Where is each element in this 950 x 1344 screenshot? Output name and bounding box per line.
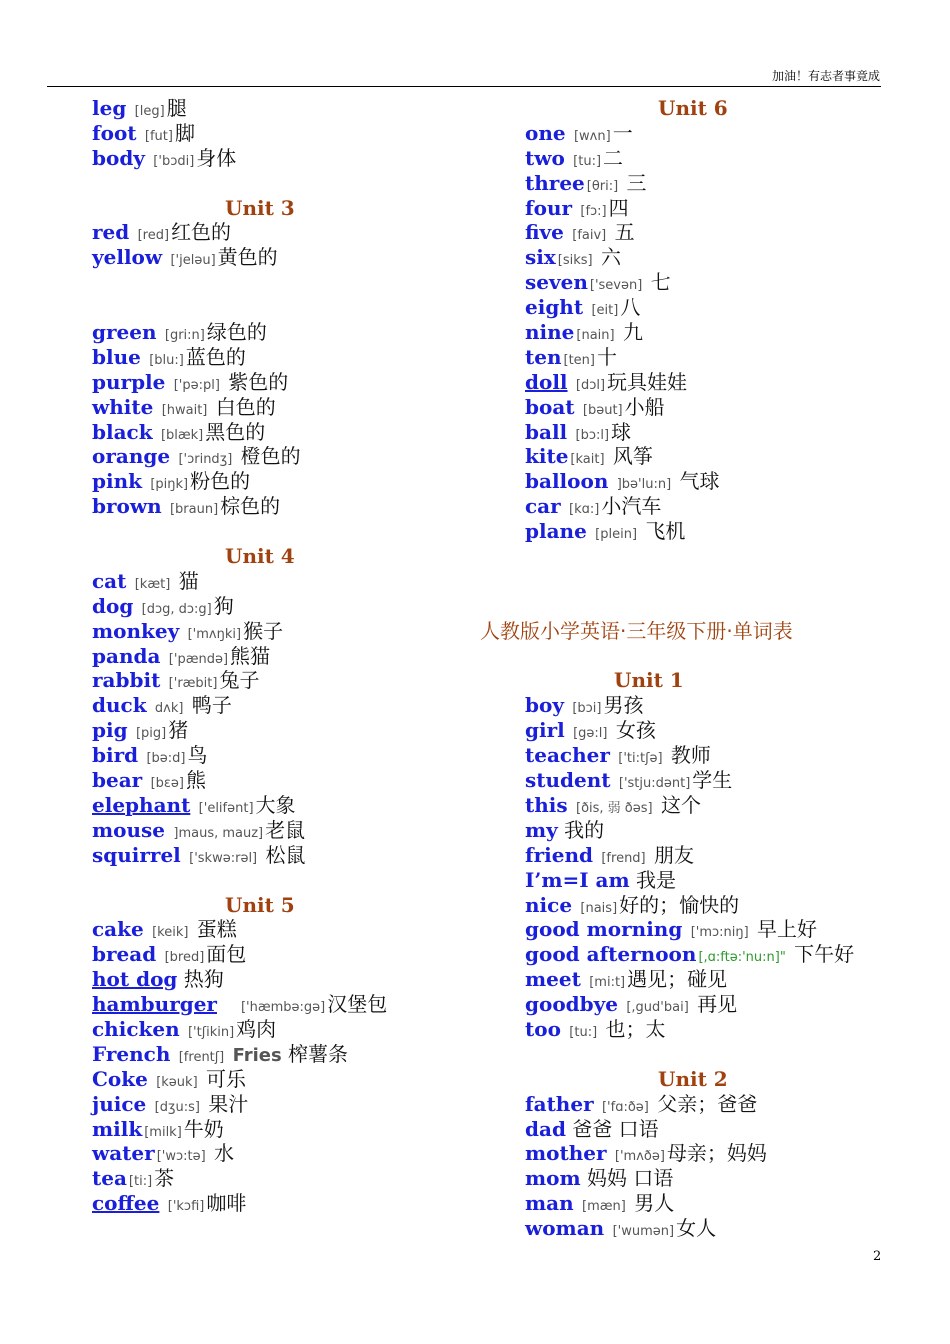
vocab-entry: black [blæk] 黑色的 [92, 419, 266, 444]
vocab-entry: bread [bred] 面包 [92, 942, 247, 967]
vocab-entry: boy [bɔi] 男孩 [525, 693, 644, 718]
left-column [92, 96, 452, 1216]
vocab-entry: blue [blu:] 蓝色的 [92, 344, 246, 369]
unit-heading: Unit 1 [614, 668, 684, 693]
vocab-entry: car [kɑ:] 小汽车 [525, 494, 662, 519]
vocab-entry: cake [keik] 蛋糕 [92, 917, 237, 942]
vocab-entry: rabbit ['ræbit] 兔子 [92, 668, 260, 693]
header-slogan: 加油！有志者事竟成 [771, 69, 880, 83]
vocab-entry: milk [milk] 牛奶 [92, 1116, 224, 1141]
vocab-entry: coffee ['kɔfi] 咖啡 [92, 1191, 247, 1216]
vocab-entry: dog [dɔg, dɔ:g] 狗 [92, 593, 234, 618]
vocab-entry: hot dog 热狗 [92, 967, 224, 992]
vocab-entry: cat [kæt] 猫 [92, 568, 199, 593]
vocab-entry: woman ['wumən] 女人 [525, 1216, 717, 1241]
vocab-entry: foot [fut] 脚 [92, 120, 195, 145]
book-title: 人教版小学英语·三年级下册·单词表 [480, 618, 793, 643]
unit-heading: Unit 6 [658, 96, 728, 120]
vocab-entry: orange ['ɔrindʒ] 橙色的 [92, 444, 301, 469]
vocab-entry: water ['wɔ:tə] 水 [92, 1141, 235, 1166]
vocab-entry: bird [bə:d] 鸟 [92, 743, 208, 768]
unit-heading: Unit 2 [658, 1066, 728, 1091]
vocab-entry: body ['bɔdi] 身体 [92, 145, 237, 170]
vocab-entry: two [tu:] 二 [525, 145, 624, 170]
vocab-entry: pig [pig] 猪 [92, 718, 189, 743]
vocab-entry: mouse ]maus, mauz] 老鼠 [92, 817, 306, 842]
vocab-entry: leg [leg] 腿 [92, 96, 187, 120]
vocab-entry: friend [frend] 朋友 [525, 842, 694, 867]
vocab-entry: tea [ti:] 茶 [92, 1166, 175, 1191]
vocab-entry: chicken ['tʃikin] 鸡肉 [92, 1016, 277, 1041]
unit-heading: Unit 3 [225, 195, 295, 220]
vocab-entry: yellow ['jeləu] 黄色的 [92, 245, 278, 270]
vocab-entry: eight [eit] 八 [525, 295, 641, 320]
vocab-entry: teacher ['ti:tʃə] 教师 [525, 743, 711, 768]
vocab-entry: nice [nais] 好的；愉快的 [525, 892, 740, 917]
vocab-entry: four [fɔ:] 四 [525, 195, 629, 220]
vocab-entry: three [θri:] 三 [525, 170, 647, 195]
vocab-entry: girl [gə:l] 女孩 [525, 718, 656, 743]
vocab-entry: kite [kait] 风筝 [525, 444, 653, 469]
vocab-entry: one [wʌn] 一 [525, 120, 633, 145]
vocab-entry: red [red] 红色的 [92, 220, 232, 245]
vocab-entry: this [ðis, 弱 ðəs] 这个 [525, 792, 701, 817]
vocab-entry: I’m=I am 我是 [525, 867, 677, 892]
vocab-entry: five [faiv] 五 [525, 220, 635, 245]
header-divider [47, 86, 881, 87]
vocab-entry: Coke [kəuk] 可乐 [92, 1066, 246, 1091]
vocab-entry: meet [mi:t] 遇见；碰见 [525, 967, 728, 992]
vocab-entry: squirrel ['skwə:rəl] 松鼠 [92, 842, 306, 867]
vocab-entry: my 我的 [525, 817, 605, 842]
vocab-entry: pink [piŋk] 粉色的 [92, 469, 251, 494]
vocab-entry: dad 爸爸 口语 [525, 1116, 659, 1141]
vocab-entry: nine [nain] 九 [525, 320, 643, 345]
unit-heading: Unit 4 [225, 544, 295, 569]
vocab-entry: bear [bεə] 熊 [92, 768, 206, 793]
vocab-entry: purple ['pə:pl] 紫色的 [92, 369, 289, 394]
vocab-entry: doll [dɔl] 玩具娃娃 [525, 369, 688, 394]
vocab-entry: father ['fɑ:ðə] 父亲；爸爸 [525, 1091, 758, 1116]
vocab-entry: too [tu:] 也；太 [525, 1016, 666, 1041]
vocab-entry: juice [dʒu:s] 果汁 [92, 1091, 249, 1116]
right-column [480, 96, 900, 1241]
vocab-entry: seven ['sevən] 七 [525, 270, 671, 295]
vocab-entry: elephant ['elifənt] 大象 [92, 792, 296, 817]
unit-heading: Unit 5 [225, 892, 295, 917]
vocab-entry: monkey ['mʌŋki] 猴子 [92, 618, 284, 643]
vocab-entry: student ['stju:dənt] 学生 [525, 768, 733, 793]
vocab-entry: brown [braun] 棕色的 [92, 494, 281, 519]
vocab-entry: ball [bɔ:l] 球 [525, 419, 632, 444]
page-number: 2 [873, 1249, 882, 1264]
vocab-entry: boat [bəut] 小船 [525, 394, 665, 419]
vocab-entry: mother ['mʌðə] 母亲；妈妈 [525, 1141, 767, 1166]
vocab-entry: French [frentʃ] Fries 榨薯条 [92, 1041, 349, 1066]
vocab-entry: panda ['pændə] 熊猫 [92, 643, 271, 668]
vocab-entry: duck dʌk] 鸭子 [92, 693, 232, 718]
vocab-entry: man [mæn] 男人 [525, 1191, 675, 1216]
vocab-entry: six [siks] 六 [525, 245, 621, 270]
vocab-entry: balloon ]bə'lu:n] 气球 [525, 469, 720, 494]
vocab-entry: green [gri:n] 绿色的 [92, 320, 267, 345]
vocab-entry: good afternoon [,ɑ:ftə:'nu:n]" 下午好 [525, 942, 855, 967]
vocab-entry: goodbye [,gud'bai] 再见 [525, 992, 738, 1017]
vocab-entry: white [hwait] 白色的 [92, 394, 276, 419]
vocab-entry: plane [plein] 飞机 [525, 519, 686, 544]
vocab-entry: ten [ten] 十 [525, 344, 617, 369]
vocab-entry: good morning ['mɔ:niŋ] 早上好 [525, 917, 818, 942]
vocab-entry: mom 妈妈 口语 [525, 1166, 674, 1191]
vocab-entry: hamburger ['hæmbə:gə] 汉堡包 [92, 992, 388, 1017]
